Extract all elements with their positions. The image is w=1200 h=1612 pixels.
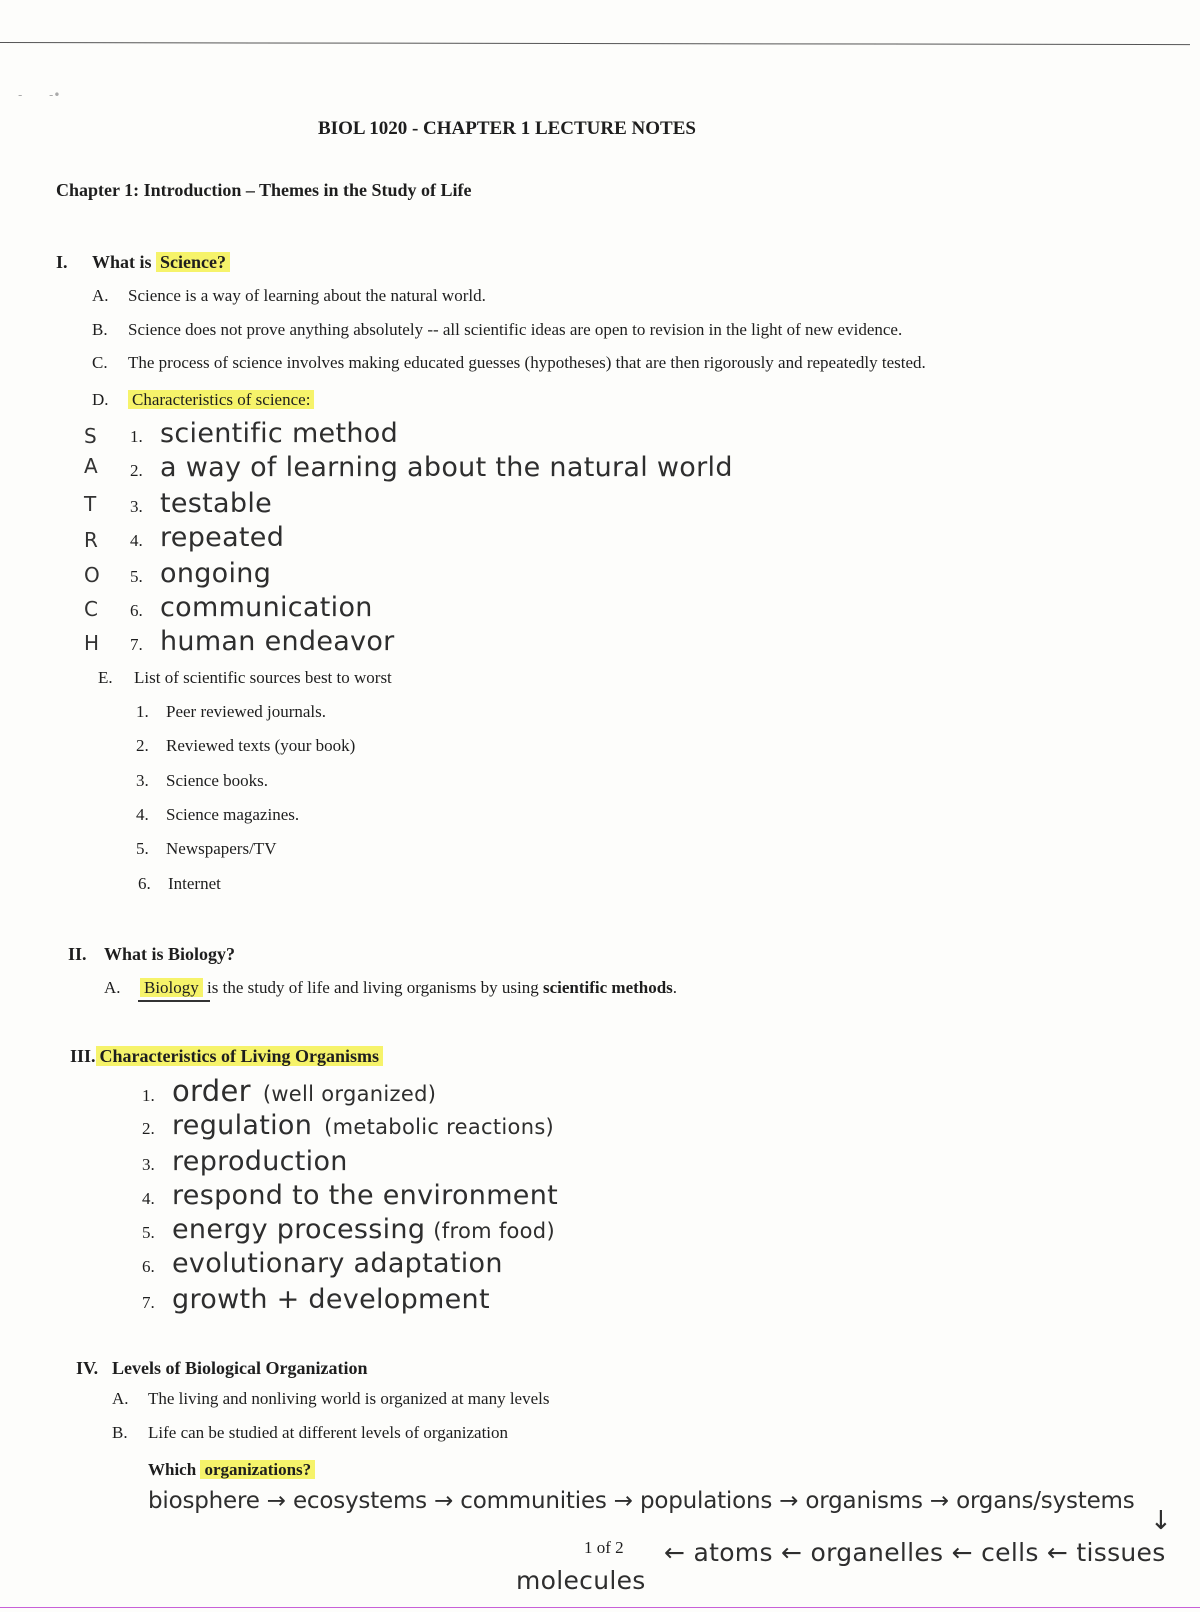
handwritten-note: growth + development xyxy=(172,1284,490,1315)
list-number: 4. xyxy=(136,805,149,824)
science-characteristic-2 xyxy=(130,452,733,483)
living-characteristic-7 xyxy=(142,1284,490,1315)
margin-letter: C xyxy=(84,597,98,621)
handwritten-note: regulation xyxy=(172,1110,313,1141)
science-characteristic-1 xyxy=(130,418,398,449)
source-text: Internet xyxy=(168,874,221,893)
list-number: 4. xyxy=(142,1189,155,1208)
section-4-heading xyxy=(76,1358,367,1379)
section-4-numeral: IV. xyxy=(76,1358,99,1378)
section-2-heading-text: What is Biology? xyxy=(104,944,236,964)
item-label: C. xyxy=(92,353,108,372)
item-text: Science is a way of learning about the natural world. xyxy=(128,286,486,305)
list-number: 1. xyxy=(136,702,149,721)
item-label: A. xyxy=(104,978,121,997)
margin-letter: S xyxy=(84,424,97,448)
science-characteristic-7 xyxy=(130,626,395,657)
item-label: E. xyxy=(98,668,113,687)
down-arrow-icon: ↓ xyxy=(1150,1506,1173,1536)
source-item xyxy=(138,874,221,894)
section-4-item-a xyxy=(112,1389,549,1409)
list-number: 7. xyxy=(142,1293,155,1312)
organizations-question xyxy=(148,1460,315,1480)
page-bottom-rule xyxy=(0,1607,1200,1608)
source-text: Reviewed texts (your book) xyxy=(166,736,356,755)
living-characteristic-4 xyxy=(142,1180,558,1211)
science-characteristic-3 xyxy=(130,488,272,519)
section-3-heading-highlight: Characteristics of Living Organisms xyxy=(96,1046,383,1066)
handwritten-note: scientific method xyxy=(160,418,399,449)
list-number: 5. xyxy=(130,567,143,586)
source-item xyxy=(136,736,355,756)
margin-letter: R xyxy=(84,528,98,552)
science-characteristic-6 xyxy=(130,592,373,623)
handwritten-aside: (metabolic reactions) xyxy=(324,1115,555,1139)
handwritten-note: respond to the environment xyxy=(172,1180,559,1211)
source-text: Newspapers/TV xyxy=(166,839,277,858)
handwritten-note: testable xyxy=(160,488,273,519)
section-2-item-a xyxy=(104,978,677,998)
list-number: 3. xyxy=(136,771,149,790)
handwritten-aside: (from food) xyxy=(433,1219,555,1243)
item-label: A. xyxy=(112,1389,129,1408)
list-number: 1. xyxy=(130,427,143,446)
list-number: 1. xyxy=(142,1086,155,1105)
list-number: 7. xyxy=(130,635,143,654)
scan-artifact: - -• xyxy=(18,88,61,102)
source-text: Peer reviewed journals. xyxy=(166,702,327,721)
organization-flow-molecules: molecules xyxy=(516,1566,646,1595)
section-2-heading xyxy=(68,944,235,965)
section-1-heading xyxy=(56,252,230,273)
list-number: 3. xyxy=(142,1155,155,1174)
section-4-item-b xyxy=(112,1423,508,1443)
question-highlight: organizations? xyxy=(200,1460,315,1479)
item-text-bold: scientific methods xyxy=(542,978,673,997)
handwritten-note: communication xyxy=(160,592,373,623)
margin-letter: T xyxy=(84,492,97,516)
section-1-item-e xyxy=(98,668,392,688)
source-item xyxy=(136,805,299,825)
margin-letter: H xyxy=(84,631,100,655)
list-number: 6. xyxy=(138,874,151,893)
handwritten-note: energy processing xyxy=(172,1214,426,1245)
margin-letter: A xyxy=(84,454,98,478)
living-characteristic-2 xyxy=(142,1110,554,1141)
organization-flow-line-2: ← atoms ← organelles ← cells ← tissues xyxy=(664,1538,1166,1567)
pen-underline xyxy=(138,1000,210,1002)
list-number: 3. xyxy=(130,497,143,516)
living-characteristic-1 xyxy=(142,1074,436,1108)
question-prefix: Which xyxy=(148,1460,201,1479)
item-label: B. xyxy=(92,320,108,339)
section-1-heading-prefix: What is xyxy=(92,252,157,272)
handwritten-aside: (well organized) xyxy=(262,1082,437,1106)
list-number: 2. xyxy=(142,1119,155,1138)
chapter-heading: Chapter 1: Introduction – Themes in the Study of Life xyxy=(56,180,472,200)
document-title: BIOL 1020 - CHAPTER 1 LECTURE NOTES xyxy=(318,118,696,139)
handwritten-note: repeated xyxy=(160,522,285,553)
handwritten-note: ongoing xyxy=(160,558,272,589)
living-characteristic-6 xyxy=(142,1248,503,1279)
list-number: 4. xyxy=(130,531,143,550)
item-text: is the study of life and living organisms by using xyxy=(202,978,543,997)
section-1-item-c xyxy=(92,353,926,373)
section-3-numeral: III. xyxy=(70,1046,96,1066)
section-1-item-d xyxy=(92,390,314,410)
section-2-numeral: II. xyxy=(68,944,87,964)
item-text: The living and nonliving world is organized at many levels xyxy=(148,1389,550,1408)
list-number: 2. xyxy=(136,736,149,755)
science-characteristic-5 xyxy=(130,558,271,589)
source-item xyxy=(136,702,326,722)
list-number: 6. xyxy=(130,601,143,620)
source-text: Science magazines. xyxy=(166,805,300,824)
section-3-heading xyxy=(70,1046,383,1067)
page-number: 1 of 2 xyxy=(584,1538,624,1557)
item-text: The process of science involves making educated guesses (hypotheses) that are then rigorously and repeatedly tested. xyxy=(128,353,926,372)
biology-term: Biology xyxy=(140,978,203,997)
item-text: Life can be studied at different levels of organization xyxy=(148,1423,509,1442)
item-label: B. xyxy=(112,1423,128,1442)
margin-letter: O xyxy=(84,563,100,587)
organization-flow-line-1: biosphere → ecosystems → communities → populations → organisms → organs/systems xyxy=(148,1488,1135,1514)
page-top-rule xyxy=(0,42,1190,45)
list-number: 5. xyxy=(136,839,149,858)
section-4-heading-text: Levels of Biological Organization xyxy=(112,1358,368,1378)
item-text-highlight: Characteristics of science: xyxy=(128,390,314,409)
living-characteristic-3 xyxy=(142,1146,348,1177)
section-1-heading-highlight: Science? xyxy=(156,252,230,272)
handwritten-note: evolutionary adaptation xyxy=(172,1248,503,1279)
handwritten-note: order xyxy=(172,1074,251,1108)
item-text-end: . xyxy=(672,978,678,997)
item-text: List of scientific sources best to worst xyxy=(134,668,392,687)
science-characteristic-4 xyxy=(130,522,284,553)
handwritten-note: a way of learning about the natural world xyxy=(160,452,733,483)
section-1-numeral: I. xyxy=(56,252,68,272)
handwritten-note: human endeavor xyxy=(160,626,395,657)
item-text: Science does not prove anything absolutely -- all scientific ideas are open to revision in the light of new evidence. xyxy=(128,320,903,339)
item-label: A. xyxy=(92,286,109,305)
handwritten-note: reproduction xyxy=(172,1146,348,1177)
list-number: 6. xyxy=(142,1257,155,1276)
item-label: D. xyxy=(92,390,109,409)
source-text: Science books. xyxy=(166,771,268,790)
section-1-item-a xyxy=(92,286,486,306)
section-1-item-b xyxy=(92,320,902,340)
source-item xyxy=(136,771,268,791)
list-number: 2. xyxy=(130,461,143,480)
source-item xyxy=(136,839,276,859)
living-characteristic-5 xyxy=(142,1214,555,1245)
list-number: 5. xyxy=(142,1223,155,1242)
